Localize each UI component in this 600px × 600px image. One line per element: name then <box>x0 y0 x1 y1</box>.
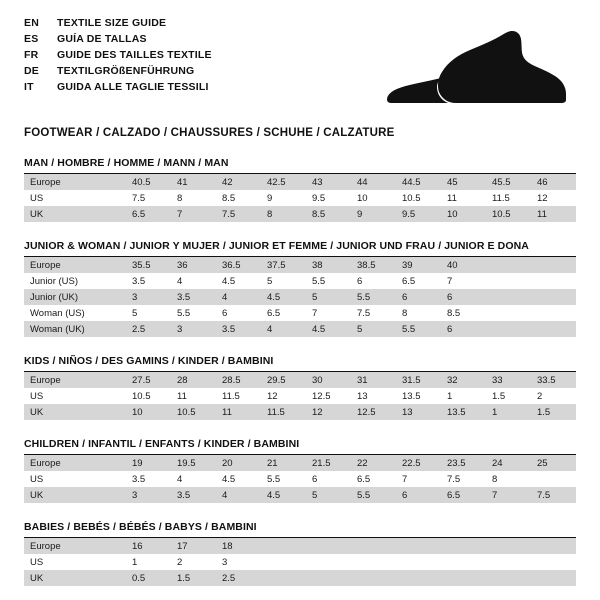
cell: 7 <box>306 305 351 321</box>
row-label: Europe <box>24 538 126 554</box>
cell: 1.5 <box>531 404 576 420</box>
cell: 6.5 <box>126 206 171 222</box>
cell: 1.5 <box>171 570 216 586</box>
cell: 5 <box>351 321 396 337</box>
cell: 12.5 <box>306 388 351 404</box>
row-label: Europe <box>24 174 126 190</box>
cell: 39 <box>396 257 441 273</box>
cell-empty <box>531 554 576 570</box>
cell: 8.5 <box>441 305 486 321</box>
language-row <box>24 32 212 47</box>
cell: 23.5 <box>441 455 486 471</box>
cell-empty <box>261 570 306 586</box>
cell: 5.5 <box>306 273 351 289</box>
section-junior-woman <box>24 240 576 337</box>
cell-empty <box>531 570 576 586</box>
table-row <box>24 289 576 305</box>
cell: 12.5 <box>351 404 396 420</box>
cell: 17 <box>171 538 216 554</box>
cell: 6 <box>396 289 441 305</box>
cell: 10.5 <box>486 206 531 222</box>
cell: 43 <box>306 174 351 190</box>
language-title: GUIDE DES TAILLES TEXTILE <box>57 49 212 61</box>
cell: 44 <box>351 174 396 190</box>
cell: 4.5 <box>216 471 261 487</box>
cell: 38 <box>306 257 351 273</box>
cell: 12 <box>261 388 306 404</box>
cell-empty <box>261 554 306 570</box>
cell <box>531 471 576 487</box>
cell: 24 <box>486 455 531 471</box>
cell-empty <box>306 538 351 554</box>
row-label: Woman (US) <box>24 305 126 321</box>
language-title: TEXTILE SIZE GUIDE <box>57 17 167 29</box>
cell: 8.5 <box>306 206 351 222</box>
cell: 2 <box>531 388 576 404</box>
cell: 3 <box>171 321 216 337</box>
cell: 9.5 <box>306 190 351 206</box>
language-list <box>24 16 212 95</box>
cell: 46 <box>531 174 576 190</box>
table-row <box>24 206 576 222</box>
cell-empty <box>531 321 576 337</box>
cell: 33 <box>486 372 531 388</box>
cell: 4.5 <box>261 289 306 305</box>
cell: 4 <box>216 289 261 305</box>
table-row <box>24 388 576 404</box>
cell: 6 <box>351 273 396 289</box>
row-label: UK <box>24 570 126 586</box>
row-label: US <box>24 388 126 404</box>
language-row <box>24 80 212 95</box>
cell-empty <box>441 554 486 570</box>
cell: 11 <box>441 190 486 206</box>
row-label: Europe <box>24 372 126 388</box>
row-label: UK <box>24 487 126 503</box>
table-row <box>24 372 576 388</box>
cell: 45 <box>441 174 486 190</box>
cell: 40.5 <box>126 174 171 190</box>
section-children <box>24 438 576 503</box>
language-title: GUÍA DE TALLAS <box>57 33 147 45</box>
cell: 40 <box>441 257 486 273</box>
cell: 25 <box>531 455 576 471</box>
cell: 28 <box>171 372 216 388</box>
cell: 4.5 <box>216 273 261 289</box>
cell: 6 <box>216 305 261 321</box>
cell: 42.5 <box>261 174 306 190</box>
row-label: UK <box>24 404 126 420</box>
cell: 6 <box>396 487 441 503</box>
cell: 22 <box>351 455 396 471</box>
language-row <box>24 16 212 31</box>
cell: 3.5 <box>171 487 216 503</box>
cell: 22.5 <box>396 455 441 471</box>
cell-empty <box>531 538 576 554</box>
cell: 8 <box>261 206 306 222</box>
cell: 3 <box>126 487 171 503</box>
cell: 6.5 <box>396 273 441 289</box>
section-man <box>24 157 576 222</box>
cell: 6 <box>441 289 486 305</box>
row-label: Woman (UK) <box>24 321 126 337</box>
cell-empty <box>396 538 441 554</box>
size-table-junior-woman <box>24 257 576 337</box>
language-code: IT <box>24 81 34 93</box>
cell: 11 <box>531 206 576 222</box>
table-row <box>24 305 576 321</box>
row-label: UK <box>24 206 126 222</box>
cell: 1 <box>126 554 171 570</box>
cell: 8 <box>486 471 531 487</box>
cell: 5 <box>261 273 306 289</box>
cell: 10.5 <box>171 404 216 420</box>
cell-empty <box>441 538 486 554</box>
cell: 13.5 <box>441 404 486 420</box>
cell: 27.5 <box>126 372 171 388</box>
cell: 7 <box>171 206 216 222</box>
cell: 7.5 <box>531 487 576 503</box>
row-label: US <box>24 190 126 206</box>
language-code: EN <box>24 17 39 29</box>
cell: 7.5 <box>351 305 396 321</box>
table-row <box>24 273 576 289</box>
cell: 11.5 <box>216 388 261 404</box>
language-code: DE <box>24 65 39 77</box>
cell: 7 <box>486 487 531 503</box>
cell: 7 <box>441 273 486 289</box>
row-label: US <box>24 471 126 487</box>
cell-empty <box>531 305 576 321</box>
cell: 10.5 <box>396 190 441 206</box>
cell: 9.5 <box>396 206 441 222</box>
cell: 30 <box>306 372 351 388</box>
cell: 6.5 <box>261 305 306 321</box>
cell: 36 <box>171 257 216 273</box>
cell: 31.5 <box>396 372 441 388</box>
table-row <box>24 455 576 471</box>
section-title: KIDS / NIÑOS / DES GAMINS / KINDER / BAMBINI <box>24 355 274 367</box>
cell: 13.5 <box>396 388 441 404</box>
row-label: US <box>24 554 126 570</box>
cell: 11 <box>171 388 216 404</box>
cell: 33.5 <box>531 372 576 388</box>
cell: 18 <box>216 538 261 554</box>
cell: 12 <box>306 404 351 420</box>
page-title: FOOTWEAR / CALZADO / CHAUSSURES / SCHUHE / CALZATURE <box>24 127 395 139</box>
cell: 4 <box>171 273 216 289</box>
table-row <box>24 321 576 337</box>
cell: 3.5 <box>171 289 216 305</box>
cell: 6.5 <box>441 487 486 503</box>
cell: 38.5 <box>351 257 396 273</box>
cell-empty <box>396 570 441 586</box>
cell: 9 <box>261 190 306 206</box>
cell-empty <box>486 321 531 337</box>
cell: 36.5 <box>216 257 261 273</box>
cell: 4.5 <box>261 487 306 503</box>
cell-empty <box>261 538 306 554</box>
cell: 4 <box>171 471 216 487</box>
section-title: MAN / HOMBRE / HOMME / MANN / MAN <box>24 157 229 169</box>
cell: 3 <box>126 289 171 305</box>
cell-empty <box>486 305 531 321</box>
table-row <box>24 554 576 570</box>
cell: 37.5 <box>261 257 306 273</box>
cell: 10 <box>441 206 486 222</box>
row-label: Europe <box>24 257 126 273</box>
cell: 35.5 <box>126 257 171 273</box>
size-table-kids <box>24 372 576 420</box>
cell: 5 <box>126 305 171 321</box>
cell-empty <box>306 570 351 586</box>
cell-empty <box>531 289 576 305</box>
dress-shoe-icon <box>378 28 568 114</box>
cell: 10 <box>351 190 396 206</box>
cell: 28.5 <box>216 372 261 388</box>
table-row <box>24 471 576 487</box>
table-row <box>24 404 576 420</box>
size-table-man <box>24 174 576 222</box>
language-code: FR <box>24 49 39 61</box>
cell: 41 <box>171 174 216 190</box>
cell: 13 <box>351 388 396 404</box>
cell: 12 <box>531 190 576 206</box>
section-title: JUNIOR & WOMAN / JUNIOR Y MUJER / JUNIOR ET FEMME / JUNIOR UND FRAU / JUNIOR E DONA <box>24 240 529 252</box>
cell-empty <box>486 570 531 586</box>
cell: 0.5 <box>126 570 171 586</box>
cell-empty <box>351 570 396 586</box>
row-label: Junior (US) <box>24 273 126 289</box>
table-row <box>24 174 576 190</box>
header <box>24 16 576 114</box>
cell: 1.5 <box>486 388 531 404</box>
cell: 7.5 <box>126 190 171 206</box>
row-label: Europe <box>24 455 126 471</box>
size-table-babies <box>24 538 576 586</box>
cell: 7 <box>396 471 441 487</box>
cell-empty <box>486 273 531 289</box>
language-title: TEXTILGRÖßENFÜHRUNG <box>57 65 195 77</box>
table-row <box>24 570 576 586</box>
language-title: GUIDA ALLE TAGLIE TESSILI <box>57 81 209 93</box>
section-babies <box>24 521 576 586</box>
table-row <box>24 190 576 206</box>
table-row <box>24 257 576 273</box>
cell: 5.5 <box>396 321 441 337</box>
cell: 10 <box>126 404 171 420</box>
cell: 32 <box>441 372 486 388</box>
cell-empty <box>351 538 396 554</box>
cell: 3.5 <box>126 273 171 289</box>
cell: 6.5 <box>351 471 396 487</box>
cell: 8 <box>171 190 216 206</box>
cell: 20 <box>216 455 261 471</box>
cell: 3 <box>216 554 261 570</box>
cell: 19.5 <box>171 455 216 471</box>
cell: 7.5 <box>441 471 486 487</box>
cell-empty <box>486 257 531 273</box>
cell: 3.5 <box>126 471 171 487</box>
cell: 44.5 <box>396 174 441 190</box>
cell-empty <box>396 554 441 570</box>
cell: 5.5 <box>261 471 306 487</box>
cell: 6 <box>441 321 486 337</box>
cell: 1 <box>486 404 531 420</box>
cell: 19 <box>126 455 171 471</box>
size-table-children <box>24 455 576 503</box>
cell: 11.5 <box>261 404 306 420</box>
table-row <box>24 538 576 554</box>
cell-empty <box>486 554 531 570</box>
language-row <box>24 64 212 79</box>
cell: 6 <box>306 471 351 487</box>
cell-empty <box>486 538 531 554</box>
cell: 8.5 <box>216 190 261 206</box>
cell: 21.5 <box>306 455 351 471</box>
cell: 5 <box>306 487 351 503</box>
section-title: BABIES / BEBÉS / BÉBÉS / BABYS / BAMBINI <box>24 521 257 533</box>
cell-empty <box>486 289 531 305</box>
cell: 7.5 <box>216 206 261 222</box>
cell: 2 <box>171 554 216 570</box>
language-code: ES <box>24 33 39 45</box>
cell-empty <box>531 257 576 273</box>
section-kids <box>24 355 576 420</box>
cell: 1 <box>441 388 486 404</box>
cell: 2.5 <box>126 321 171 337</box>
cell: 13 <box>396 404 441 420</box>
cell: 3.5 <box>216 321 261 337</box>
cell: 11.5 <box>486 190 531 206</box>
cell: 4.5 <box>306 321 351 337</box>
cell: 5.5 <box>351 487 396 503</box>
section-title: CHILDREN / INFANTIL / ENFANTS / KINDER / BAMBINI <box>24 438 300 450</box>
cell: 5 <box>306 289 351 305</box>
cell: 4 <box>261 321 306 337</box>
table-row <box>24 487 576 503</box>
cell-empty <box>306 554 351 570</box>
cell: 16 <box>126 538 171 554</box>
cell: 21 <box>261 455 306 471</box>
cell: 42 <box>216 174 261 190</box>
cell: 45.5 <box>486 174 531 190</box>
cell: 2.5 <box>216 570 261 586</box>
cell-empty <box>531 273 576 289</box>
cell: 29.5 <box>261 372 306 388</box>
cell-empty <box>351 554 396 570</box>
cell-empty <box>441 570 486 586</box>
cell: 8 <box>396 305 441 321</box>
cell: 4 <box>216 487 261 503</box>
cell: 31 <box>351 372 396 388</box>
language-row <box>24 48 212 63</box>
row-label: Junior (UK) <box>24 289 126 305</box>
cell: 9 <box>351 206 396 222</box>
cell: 5.5 <box>171 305 216 321</box>
cell: 11 <box>216 404 261 420</box>
cell: 5.5 <box>351 289 396 305</box>
cell: 10.5 <box>126 388 171 404</box>
